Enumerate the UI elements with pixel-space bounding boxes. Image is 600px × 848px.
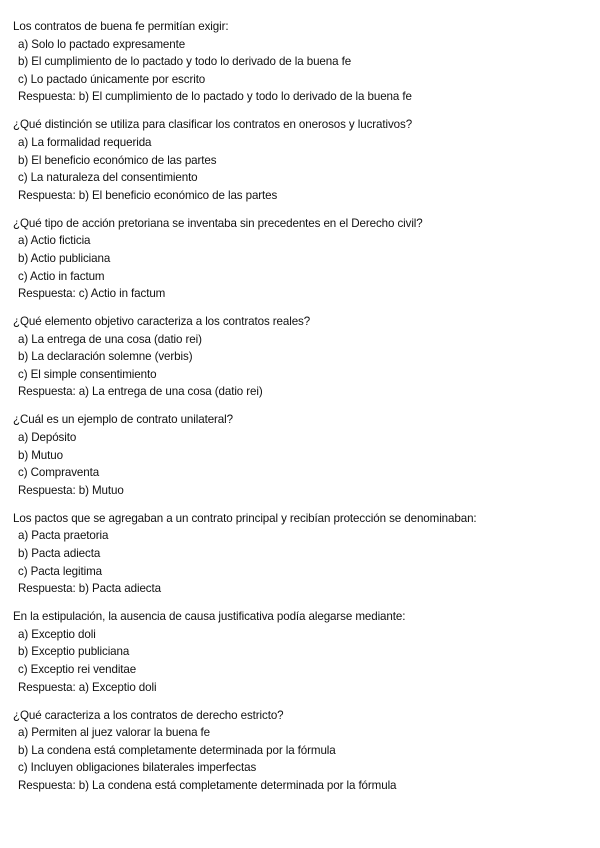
answer-text: Respuesta: b) El beneficio económico de las partes (18, 188, 278, 202)
option-a: a) Solo lo pactado expresamente (18, 37, 186, 51)
option-b: b) Mutuo (18, 448, 63, 462)
option-a: a) La formalidad requerida (18, 135, 152, 149)
question-block (13, 608, 588, 696)
option-a: a) La entrega de una cosa (datio rei) (18, 332, 202, 346)
question-block (13, 116, 588, 204)
option-c: c) Lo pactado únicamente por escrito (18, 72, 206, 86)
option-c: c) Incluyen obligaciones bilaterales imperfectas (18, 761, 257, 775)
question-block (13, 707, 588, 795)
question-block (13, 215, 588, 303)
option-c: c) El simple consentimiento (18, 367, 157, 381)
option-b: b) La condena está completamente determinada por la fórmula (18, 743, 336, 757)
option-b: b) Pacta adiecta (18, 546, 101, 560)
question-text: ¿Qué elemento objetivo caracteriza a los contratos reales? (13, 315, 311, 329)
question-block (13, 510, 588, 598)
answer-text: Respuesta: c) Actio in factum (18, 287, 166, 301)
question-block (13, 411, 588, 499)
option-c: c) Actio in factum (18, 269, 105, 283)
answer-text: Respuesta: b) Pacta adiecta (18, 582, 161, 596)
question-text: ¿Qué distinción se utiliza para clasificar los contratos en onerosos y lucrativos? (13, 118, 413, 132)
question-text: En la estipulación, la ausencia de causa justificativa podía alegarse mediante: (13, 610, 406, 624)
question-text: Los pactos que se agregaban a un contrato principal y recibían protección se denominaban: (13, 511, 477, 525)
question-text: Los contratos de buena fe permitían exigir: (13, 20, 229, 33)
option-a: a) Exceptio doli (18, 627, 96, 641)
option-b: b) La declaración solemne (verbis) (18, 350, 193, 364)
option-a: a) Depósito (18, 431, 77, 445)
answer-text: Respuesta: b) Mutuo (18, 483, 124, 497)
answer-text: Respuesta: a) Exceptio doli (18, 680, 157, 694)
question-block (13, 313, 588, 401)
question-text: ¿Qué caracteriza a los contratos de derecho estricto? (13, 708, 284, 722)
answer-text: Respuesta: a) La entrega de una cosa (datio rei) (18, 385, 263, 399)
option-c: c) La naturaleza del consentimiento (18, 171, 198, 185)
option-c: c) Pacta legitima (18, 564, 102, 578)
answer-text: Respuesta: b) El cumplimiento de lo pactado y todo lo derivado de la buena fe (18, 90, 412, 104)
option-b: b) El beneficio económico de las partes (18, 153, 217, 167)
question-text: ¿Cuál es un ejemplo de contrato unilateral? (13, 413, 233, 427)
answer-text: Respuesta: b) La condena está completamente determinada por la fórmula (18, 778, 397, 792)
question-block (13, 18, 588, 106)
option-c: c) Exceptio rei venditae (18, 662, 137, 676)
question-text: ¿Qué tipo de acción pretoriana se inventaba sin precedentes en el Derecho civil? (13, 216, 423, 230)
option-b: b) Actio publiciana (18, 251, 111, 265)
option-b: b) Exceptio publiciana (18, 645, 130, 659)
option-b: b) El cumplimiento de lo pactado y todo lo derivado de la buena fe (18, 55, 352, 69)
document-page (13, 18, 588, 805)
option-a: a) Permiten al juez valorar la buena fe (18, 726, 211, 740)
option-a: a) Pacta praetoria (18, 529, 109, 543)
option-c: c) Compraventa (18, 466, 100, 480)
option-a: a) Actio ficticia (18, 234, 91, 248)
